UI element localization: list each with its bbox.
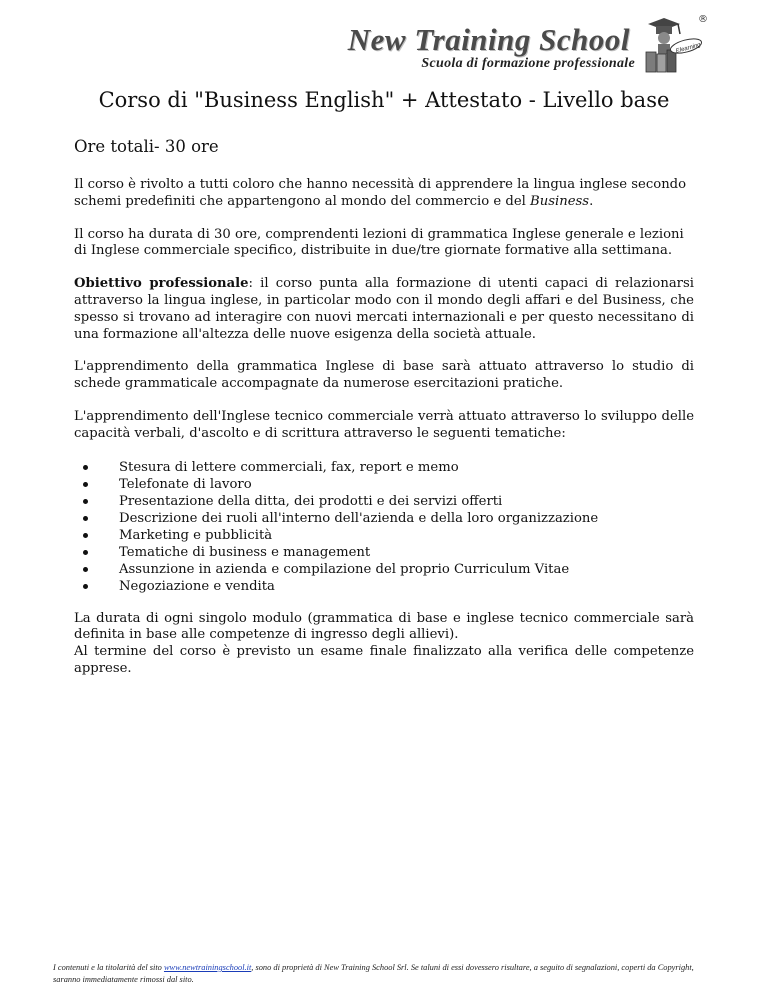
registered-mark: ® — [698, 14, 708, 25]
list-item: Marketing e pubblicità — [119, 527, 694, 544]
list-item: Stesura di lettere commerciali, fax, report e memo — [119, 459, 694, 476]
duration-paragraph: Il corso ha durata di 30 ore, comprendenti lezioni di grammatica Inglese generale e lezioni di Inglese commerciale specifico, distribuite in due/tre giornate formative alla settimana. — [74, 226, 684, 259]
list-item: Tematiche di business e management — [119, 544, 694, 561]
module-duration-text: La durata di ogni singolo modulo (grammatica di base e inglese tecnico commerciale sarà definita in base alle competenze di ingresso degli allievi). — [74, 610, 694, 643]
graduate-books-icon — [634, 14, 704, 74]
list-item: Presentazione della ditta, dei prodotti e dei servizi offerti — [119, 493, 694, 510]
closing-paragraph — [74, 611, 694, 678]
objective-paragraph: Obiettivo professionale: il corso punta alla formazione di utenti capaci di relazionarsi attraverso la lingua inglese, in particolar modo con il mondo degli affari e del Business, che spesso si trovano ad interagire con nuovi mercati internazionali e per questo necessitano di una formazione all'altezza delle nuove esigenza della società attuale. — [74, 276, 694, 342]
list-item: Negoziazione e vendita — [119, 578, 694, 595]
objective-label: Obiettivo professionale — [74, 276, 249, 292]
logo-badge-text: Elearning — [675, 42, 702, 55]
topics-intro-paragraph: L'apprendimento dell'Inglese tecnico commerciale verrà attuato attraverso lo sviluppo delle capacità verbali, d'ascolto e di scrittura attraverso le seguenti tematiche: — [74, 408, 694, 441]
logo-name: New Training School — [347, 22, 630, 57]
list-item: Assunzione in azienda e compilazione del proprio Curriculum Vitae — [119, 561, 694, 578]
list-item: Telefonate di lavoro — [119, 476, 694, 493]
logo-tagline: Scuola di formazione professionale — [421, 56, 635, 71]
course-hours: Ore totali- 30 ore — [74, 137, 219, 156]
grammar-paragraph: L'apprendimento della grammatica Inglese di base sarà attuato attraverso lo studio di schede grammaticale accompagnate da numerose esercitazioni pratiche. — [74, 359, 694, 392]
page-title: Corso di "Business English" + Attestato - Livello base — [98, 88, 670, 112]
copyright-footer: I contenuti e la titolarità del sito www.newtrainingschool.it, sono di proprietà di New Training School Srl. Se taluni di essi dovessero risultare, a seguito di segnalazioni, coperti da Copyright, saranno immediatamente rimossi dal sito. — [53, 963, 694, 984]
intro-paragraph: Il corso è rivolto a tutti coloro che hanno necessità di apprendere la lingua inglese secondo schemi predefiniti che appartengono al mondo del commercio e del Business. — [74, 177, 687, 209]
course-description — [74, 177, 694, 678]
logo — [260, 14, 708, 76]
site-link[interactable]: www.newtrainingschool.it — [163, 963, 252, 972]
final-exam-text: Al termine del corso è previsto un esame finale finalizzato alla verifica delle competenze apprese. — [74, 644, 694, 676]
topics-list — [74, 459, 694, 595]
list-item: Descrizione dei ruoli all'interno dell'azienda e della loro organizzazione — [119, 510, 694, 527]
